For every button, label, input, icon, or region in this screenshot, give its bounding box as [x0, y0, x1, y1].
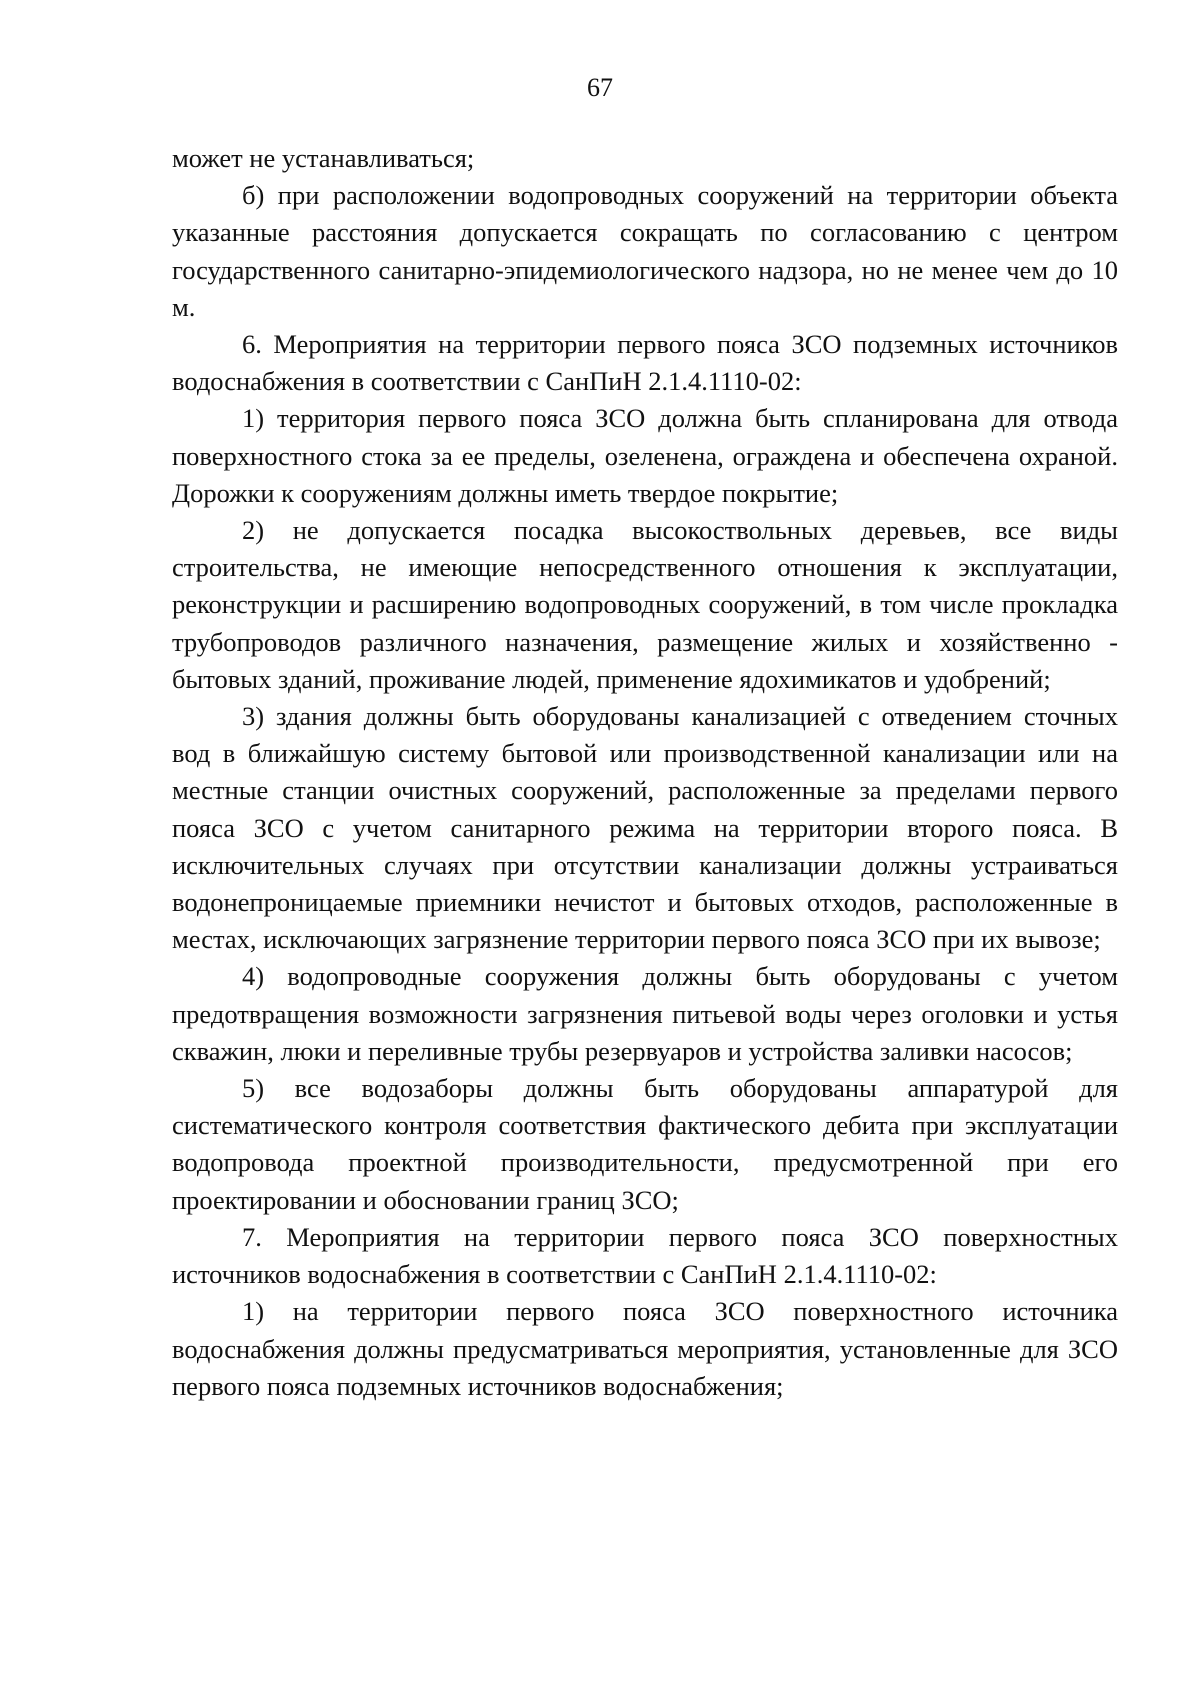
- paragraph-list-item-3: 3) здания должны быть оборудованы канализацией с отведением сточных вод в ближайшую систему бытовой или производственной канализации или на местные станции очистных сооружений, расположенные за пределами первого пояса ЗСО с учетом санитарного режима на территории второго пояса. В исключительных случаях при отсутствии канализации должны устраиваться водонепроницаемые приемники нечистот и бытовых отходов, расположенные в местах, исключающих загрязнение территории первого пояса ЗСО при их вывозе;: [172, 701, 1118, 955]
- paragraph-continuation: может не устанавливаться;: [172, 143, 475, 173]
- paragraph-list-item-1: 1) территория первого пояса ЗСО должна быть спланирована для отвода поверхностного стока за ее пределы, озеленена, ограждена и обеспечена охраной. Дорожки к сооружениям должны иметь твердое покрытие;: [172, 403, 1118, 508]
- page-number: 67: [587, 73, 613, 102]
- paragraph-item-b: б) при расположении водопроводных сооружений на территории объекта указанные расстояния допускается сокращать по согласованию с центром государственного санитарно-эпидемиологического надзора, но не менее чем до 10 м.: [172, 180, 1118, 322]
- paragraph-section-7: 7. Мероприятия на территории первого пояса ЗСО поверхностных источников водоснабжения в соответствии с СанПиН 2.1.4.1110-02:: [172, 1221, 1118, 1290]
- document-body: [172, 140, 1118, 1405]
- paragraph-list-item-4: 4) водопроводные сооружения должны быть оборудованы с учетом предотвращения возможности загрязнения питьевой воды через оголовки и устья скважин, люки и переливные трубы резервуаров и устройства заливки насосов;: [172, 961, 1118, 1066]
- paragraph-section-6: 6. Мероприятия на территории первого пояса ЗСО подземных источников водоснабжения в соответствии с СанПиН 2.1.4.1110-02:: [172, 329, 1118, 397]
- paragraph-list-item-5: 5) все водозаборы должны быть оборудованы аппаратурой для систематического контроля соответствия фактического дебита при эксплуатации водопровода проектной производительности, предусмотренной при его проектировании и обосновании границ ЗСО;: [172, 1073, 1118, 1215]
- paragraph-section-7-item-1: 1) на территории первого пояса ЗСО поверхностного источника водоснабжения должны предусматриваться мероприятия, установленные для ЗСО первого пояса подземных источников водоснабжения;: [172, 1296, 1118, 1401]
- paragraph-list-item-2: 2) не допускается посадка высокоствольных деревьев, все виды строительства, не имеющие непосредственного отношения к эксплуатации, реконструкции и расширению водопроводных сооружений, в том числе прокладка трубопроводов различного назначения, размещение жилых и хозяйственно - бытовых зданий, проживание людей, применение ядохимикатов и удобрений;: [172, 515, 1118, 694]
